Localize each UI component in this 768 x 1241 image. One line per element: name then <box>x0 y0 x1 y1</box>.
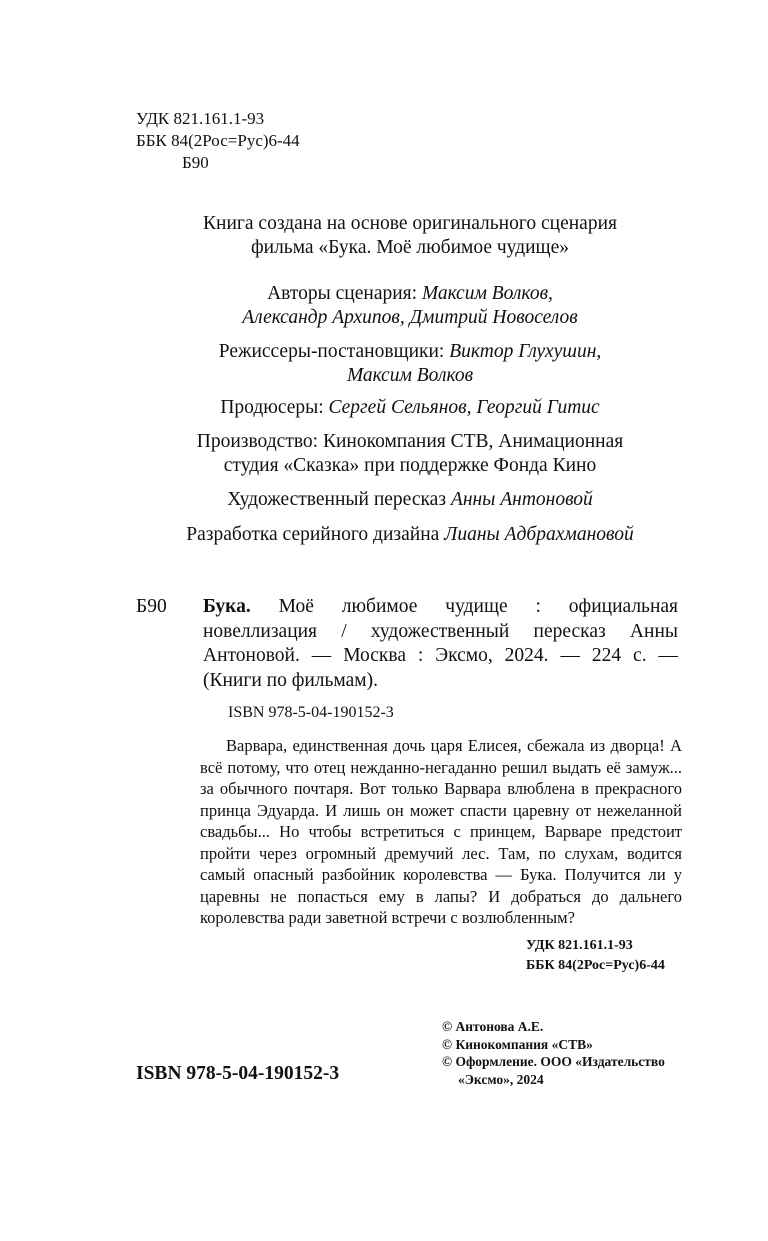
design-name: Лианы Адбрахмановой <box>444 524 634 545</box>
screenwriters-label: Авторы сценария: <box>267 283 422 304</box>
isbn-inline: ISBN 978-5-04-190152-3 <box>228 704 394 721</box>
bibliographic-description <box>203 595 678 693</box>
author-mark: Б90 <box>182 153 209 172</box>
bbk-code-bottom: ББК 84(2Рос=Рус)6-44 <box>526 958 665 973</box>
credits-directors <box>100 340 720 388</box>
producers-names: Сергей Сельянов, Георгий Гитис <box>328 397 600 418</box>
directors-label: Режиссеры-постановщики: <box>218 341 450 362</box>
bbk-code: ББК 84(2Рос=Рус)6-44 <box>136 131 300 150</box>
copyright-line-1: © Антонова А.Е. <box>442 1019 544 1034</box>
production-line-2: студия «Сказка» при поддержке Фонда Кино <box>223 455 597 476</box>
credits-retelling <box>100 488 720 512</box>
udk-code-bottom: УДК 821.161.1-93 <box>526 938 633 953</box>
credits-basis <box>100 212 720 260</box>
credits-production <box>100 430 720 478</box>
basis-line-2: фильма «Бука. Моё любимое чудище» <box>251 237 569 258</box>
basis-line-1: Книга создана на основе оригинального сценария <box>203 213 617 234</box>
classification-block-bottom <box>526 936 665 976</box>
copyright-line-4: «Эксмо», 2024 <box>458 1071 544 1087</box>
credits-design <box>100 523 720 547</box>
credits-screenwriters <box>100 282 720 330</box>
retelling-label: Художественный пересказ <box>227 489 451 510</box>
directors-names-2: Максим Волков <box>346 365 474 386</box>
copyright-line-3: © Оформление. ООО «Издательство <box>442 1054 665 1069</box>
udk-code: УДК 821.161.1-93 <box>136 109 265 128</box>
annotation-text: Варвара, единственная дочь царя Елисея, сбежала из дворца! А всё потому, что отец нежданно-негаданно решил выдать её замуж... за обычного почтаря. Вот только Варвара влюблена в прекрасного принца Эдуарда. И лишь он может спасти царевну от нежеланной свадьбы... Но чтобы встретиться с принцем, Варваре предстоит пройти через огромный дремучий лес. Там, по слухам, водится самый опасный разбойник королевства — Бука. Получится ли у царевны не попасться ему в лапы? И добраться до дальнего королевства ради заветной встречи с возлюбленным? <box>200 736 682 927</box>
design-label: Разработка серийного дизайна <box>186 524 445 545</box>
book-title: Бука. <box>203 596 251 617</box>
isbn-bottom: ISBN 978-5-04-190152-3 <box>136 1063 340 1084</box>
credits-producers <box>100 396 720 420</box>
screenwriters-names-2: Александр Архипов, Дмитрий Новоселов <box>242 307 578 328</box>
copyright-line-2: © Кинокомпания «СТВ» <box>442 1036 593 1052</box>
retelling-name: Анны Антоновой <box>450 489 593 510</box>
screenwriters-names-1: Максим Волков, <box>421 283 553 304</box>
copyright-block <box>442 1018 665 1088</box>
classification-block-top <box>136 108 300 174</box>
bibliographic-code: Б90 <box>136 596 167 617</box>
directors-names-1: Виктор Глухушин, <box>449 341 602 362</box>
production-line-1: Производство: Кинокомпания СТВ, Анимационная <box>196 431 624 452</box>
producers-label: Продюсеры: <box>220 397 329 418</box>
book-description: Моё любимое чудище : официальная новеллизация / художественный пересказ Анны Антоновой. — Москва : Эксмо, 2024. — 224 с. — (Книги по фильмам). <box>203 596 679 691</box>
